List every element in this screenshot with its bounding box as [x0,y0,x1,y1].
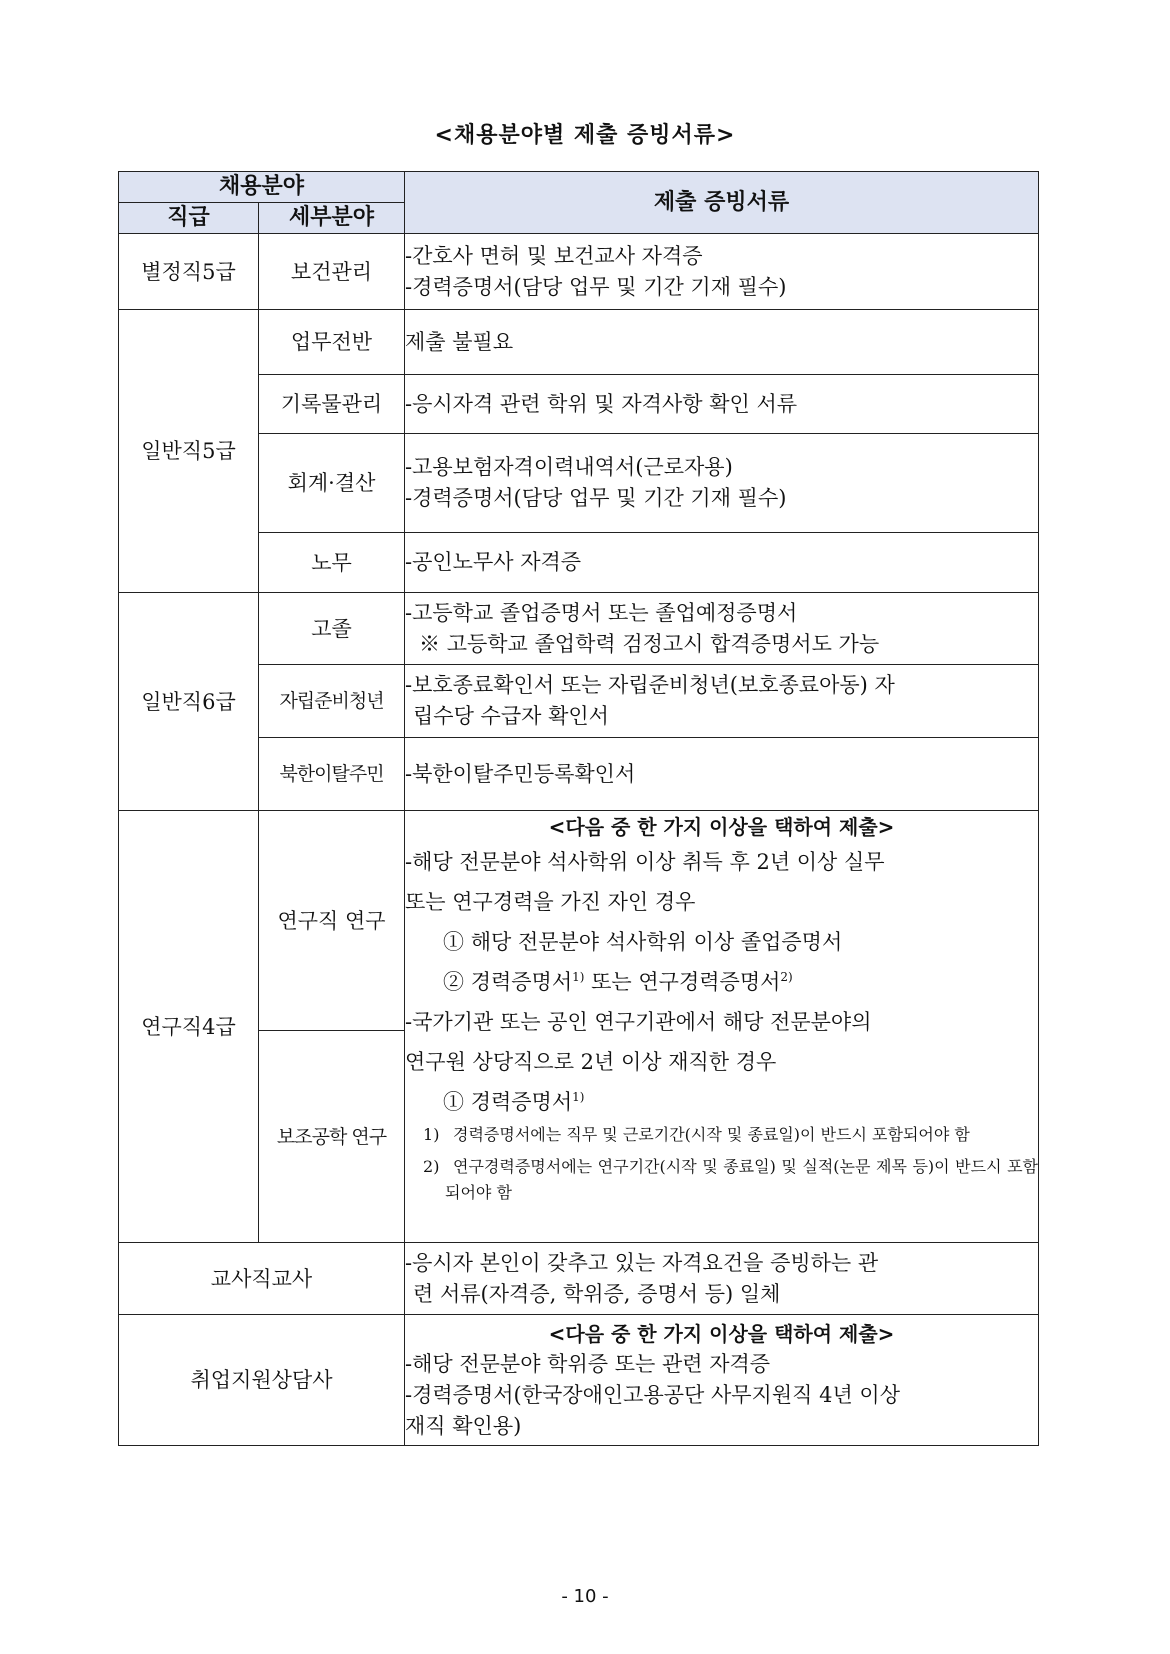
doc-line: ① 해당 전문분야 석사학위 이상 졸업증명서 [443,930,843,954]
page-title: <채용분야별 제출 증빙서류> [434,123,736,148]
documents-cell [405,811,1039,1243]
documents-cell [405,738,1039,811]
documents-cell [405,310,1039,375]
doc-line: -해당 전문분야 학위증 또는 관련 자격증 [405,1351,771,1376]
table-row [119,593,1039,665]
doc-line: -국가기관 또는 공인 연구기관에서 해당 전문분야의 [405,1010,872,1034]
documents-cell [405,375,1039,434]
footnote-ref: 1) [572,970,585,984]
table-row [119,310,1039,375]
doc-line: 립수당 수급자 확인서 [413,704,609,728]
doc-line: 또는 연구경력을 가진 자인 경우 [405,890,696,914]
subfield-cell: 노무 [259,533,405,593]
documents-cell [405,1315,1039,1446]
table-row [119,1315,1039,1446]
doc-line: -해당 전문분야 석사학위 이상 취득 후 2년 이상 실무 [405,850,885,874]
table-row [119,1243,1039,1315]
doc-line: -고등학교 졸업증명서 또는 졸업예정증명서 [405,600,798,625]
table-row [119,234,1039,310]
footnote [423,1122,1038,1148]
grade-cell: 별정직5급 [119,234,259,310]
subfield-cell: 자립준비청년 [259,665,405,738]
subfield-cell: 보조공학 연구 [259,1031,405,1243]
documents-cell [405,434,1039,533]
doc-line: 련 서류(자격증, 학위증, 증명서 등) 일체 [413,1281,781,1306]
section-heading: <다음 중 한 가지 이상을 택하여 제출> [548,1321,895,1346]
header-documents: 제출 증빙서류 [405,172,1039,234]
header-recruit-field: 채용분야 [119,172,405,203]
footnote [423,1154,1039,1206]
doc-line [405,1082,1038,1122]
doc-text: 또는 연구경력증명서 [591,970,781,994]
header-subfield: 세부분야 [259,203,405,234]
section-heading: <다음 중 한 가지 이상을 택하여 제출> [548,815,895,839]
grade-cell: 연구직4급 [119,811,259,1243]
doc-note-line: ※ 고등학교 졸업학력 검정고시 합격증명서도 가능 [419,631,880,656]
documents-cell [405,533,1039,593]
subfield-cell: 북한이탈주민 [259,738,405,811]
doc-line: -고용보험자격이력내역서(근로자용) [405,455,733,479]
footnote-text: 연구경력증명서에는 연구기간(시작 및 종료일) 및 실적(논문 제목 등)이 반드시 포함되어야 함 [445,1157,1039,1202]
doc-line: 연구원 상당직으로 2년 이상 재직한 경우 [405,1050,777,1074]
grade-cell: 일반직5급 [119,310,259,593]
doc-line: -경력증명서(담당 업무 및 기간 기재 필수) [405,486,787,510]
doc-line: -경력증명서(담당 업무 및 기간 기재 필수) [405,274,787,299]
doc-line: -공인노무사 자격증 [405,550,582,574]
grade-cell: 교사직교사 [119,1243,405,1315]
doc-line: -응시자 본인이 갖추고 있는 자격요건을 증빙하는 관 [405,1250,879,1275]
table-row [119,811,1039,1031]
documents-cell [405,1243,1039,1315]
documents-cell [405,593,1039,665]
documents-cell [405,665,1039,738]
footnote-number: 2) [423,1157,440,1176]
doc-line: 재직 확인용) [405,1413,522,1438]
doc-line [405,962,1038,1002]
header-grade: 직급 [119,203,259,234]
doc-text: ① 경력증명서 [443,1090,573,1114]
footnote-number: 1) [423,1125,440,1144]
doc-line: -경력증명서(한국장애인고용공단 사무지원직 4년 이상 [405,1382,900,1407]
doc-line: 제출 불필요 [405,329,514,354]
subfield-cell: 고졸 [259,593,405,665]
footnote-ref: 1) [572,1090,585,1104]
evidence-documents-table [118,171,1039,1446]
doc-line: -북한이탈주민등록확인서 [405,761,636,786]
footnote-text: 경력증명서에는 직무 및 근로기간(시작 및 종료일)이 반드시 포함되어야 함 [453,1125,970,1144]
doc-text: ② 경력증명서 [443,970,573,994]
doc-line: -간호사 면허 및 보건교사 자격증 [405,243,703,268]
subfield-cell: 보건관리 [259,234,405,310]
header-row-1 [119,172,1039,203]
doc-line: -보호종료확인서 또는 자립준비청년(보호종료아동) 자 [405,673,895,697]
page-number: - 10 - [561,1586,609,1607]
grade-cell: 취업지원상담사 [119,1315,405,1446]
doc-line: -응시자격 관련 학위 및 자격사항 확인 서류 [405,391,798,416]
subfield-cell: 연구직 연구 [259,811,405,1031]
grade-cell: 일반직6급 [119,593,259,811]
footnote-ref: 2) [780,970,793,984]
subfield-cell: 회계·결산 [259,434,405,533]
documents-cell [405,234,1039,310]
subfield-cell: 업무전반 [259,310,405,375]
subfield-cell: 기록물관리 [259,375,405,434]
